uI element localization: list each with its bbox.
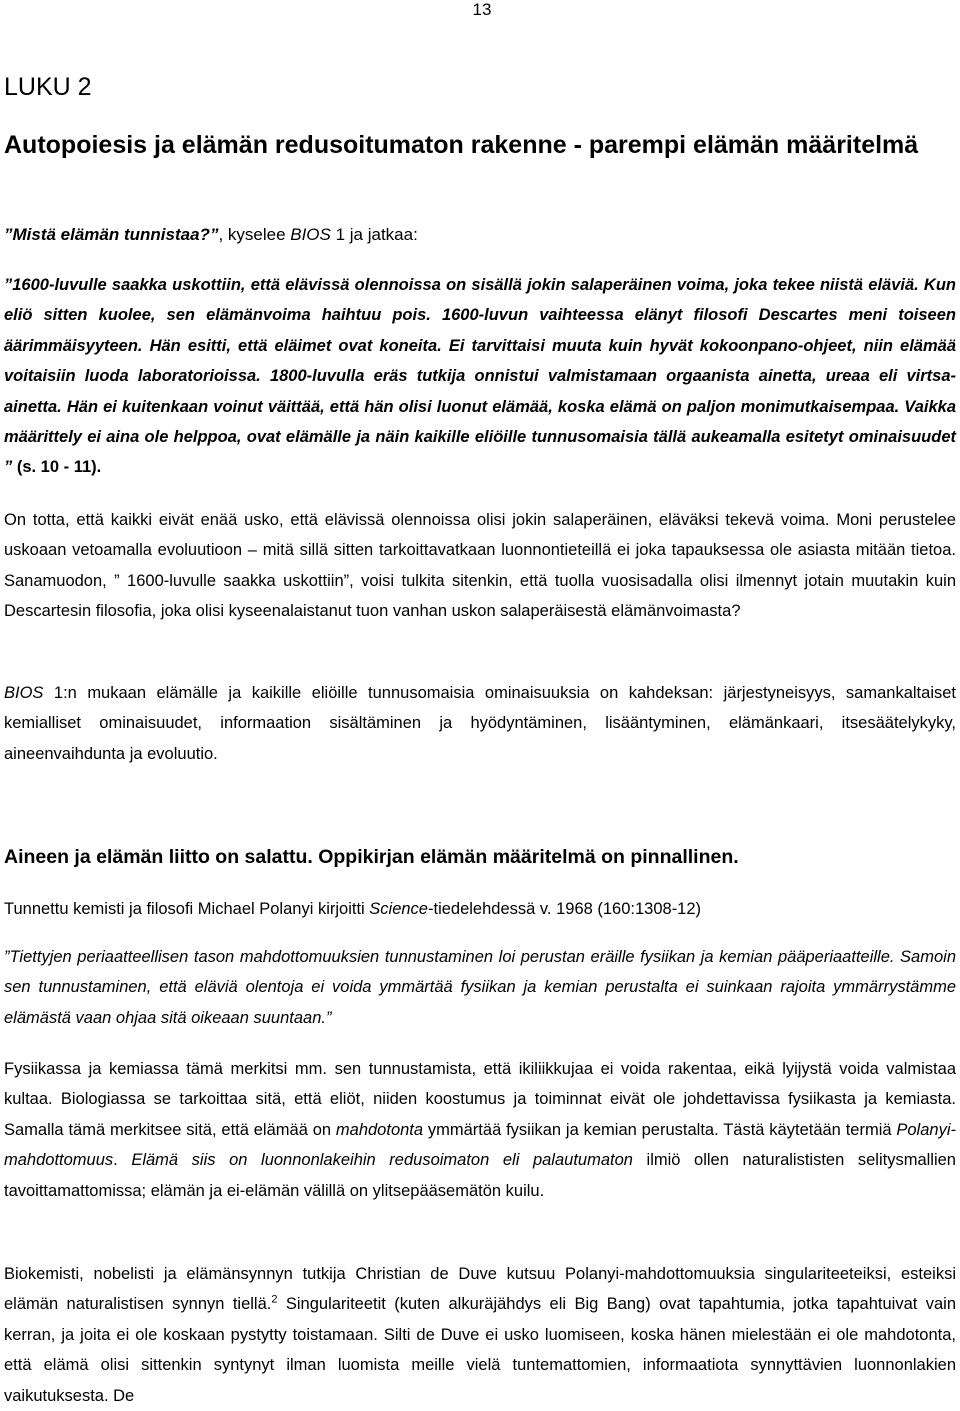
intro-question: ”Mistä elämän tunnistaa? <box>4 225 210 244</box>
paragraph-3-b: -tiedelehdessä v. 1968 (160:1308-12) <box>427 900 702 918</box>
paragraph-1: On totta, että kaikki eivät enää usko, että elävissä olennoissa olisi jokin salaperäinen, eläväksi tekevä voima. Moni perustelee uskoaan vetoamalla evoluutioon – mitä sillä sitten tarkoittavatkaan luonnontieteillä ei joka tapauksessa ole asiasta mitään tietoa. Sanamuodon, ” 1600-luvulle saakka uskottiin”, voisi tulkita sitenkin, että tuolla vuosisadalla olisi ilmennyt jotain muutakin kuin Descartesin filosofia, joka olisi kyseenalaistanut tuon vanhan uskon salaperäisestä elämänvoimasta? <box>4 511 956 621</box>
bios-quote <box>4 270 956 483</box>
paragraph-4-a: Fysiikassa ja kemiassa tämä merkitsi mm. sen tunnustamista, että ikiliikkujaa ei voida rakentaa, eikä lyijystä voida valmistaa kultaa. Biologiassa se tarkoittaa sitä, että eliöt, niiden koostumus ja toiminnat eivät ole johdettavissa fysiikasta ja kemiasta. Samalla tämä merkitsee sitä, että elämää on <box>4 1060 956 1139</box>
footnote-marker[interactable]: 2 <box>271 1293 278 1306</box>
intro-bios: BIOS <box>290 225 331 244</box>
paragraph-3-a: Tunnettu kemisti ja filosofi Michael Polanyi kirjoitti <box>4 900 370 918</box>
paragraph-4-c: . <box>113 1151 132 1170</box>
intro-text-a: , kyselee <box>218 225 291 244</box>
polanyi-quote: ”Tiettyjen periaatteellisen tason mahdottomuuksien tunnustaminen loi perustan eräille fysiikan ja kemian pääperiaatteille. Samoin sen tunnustaminen, että eläviä olentoja ei voida ymmärtää fysiikan ja kemian perustalta ei suinkaan rajoita ymmärrystämme elämästä vaan ohjaa sitä oikeaan suuntaan.” <box>4 948 956 1027</box>
chapter-title: Autopoiesis ja elämän redusoitumaton rakenne - parempi elämän määritelmä <box>4 131 919 159</box>
paragraph-4-b: ymmärtää fysiikan ja kemian perustalta. Tästä käytetään termiä <box>423 1120 897 1139</box>
paragraph-4-term: Polanyi-mahdottomuus <box>4 1120 956 1170</box>
paragraph-5-b: Singulariteetit (kuten alkuräjähdys eli Big Bang) ovat tapahtumia, jotka tapahtuivat vain kerran, ja joita ei ole koskaan pystytty toistamaan. Silti de Duve ei usko luomiseen, koska hänen mielestään ei ole mahdotonta, että elämä olisi sittenkin syntynyt ilman luomista meille vielä tuntemattomien, informaatiota synnyttävien luonnonlakien vaikutuksesta. De <box>4 1295 956 1405</box>
bios-quote-text: ”1600-luvulle saakka uskottiin, että elävissä olennoissa on sisällä jokin salaperäinen voima, joka tekee niistä eläviä. Kun eliö sitten kuolee, sen elämänvoima haihtuu pois. 1600-luvun vaihteessa elänyt filosofi Descartes meni toiseen äärimmäisyyteen. Hän esitti, että eläimet ovat koneita. Ei tarvittaisi muuta kuin hyvät kokoonpano-ohjeet, niin elämää voitaisiin luoda laboratorioissa. 1800-luvulla eräs tutkija onnistui valmistamaan orgaanista ainetta, ureaa eli virtsa-ainetta. Hän ei kuitenkaan voinut väittää, että hän olisi luonut elämää, koska elämä on paljon monimutkaisempaa. Vaikka määrittely ei aina ole helppoa, ovat elämälle ja näin kaikille eliöille tunnusomaisia tällä aukeamalla esitetyt ominaisuudet ” <box>4 276 956 477</box>
bios-quote-citation: (s. 10 - 11). <box>12 458 102 477</box>
paragraph-2 <box>4 678 956 769</box>
paragraph-2-text: 1:n mukaan elämälle ja kaikille eliöille tunnusomaisia ominaisuuksia on kahdeksan: järjestyneisyys, samankaltaiset kemialliset ominaisuudet, informaation sisältäminen ja hyödyntäminen, lisääntyminen, elämänkaari, itsesäätelykyky, aineenvaihdunta ja evoluutio. <box>4 684 956 763</box>
paragraph-4-italic-sentence: Elämä siis on luonnonlakeihin redusoimaton eli palautumaton <box>131 1151 633 1170</box>
paragraph-5-a: Biokemisti, nobelisti ja elämänsynnyn tutkija Christian de Duve kutsuu Polanyi-mahdottomuuksia singulariteeteiksi, esteiksi elämän naturalistisen synnyn tiellä. <box>4 1265 956 1314</box>
intro-question-close: ” <box>209 225 219 244</box>
chapter-heading: LUKU 2 <box>4 73 92 101</box>
paragraph-5 <box>4 1259 956 1411</box>
intro-text-b: 1 ja jatkaa: <box>330 225 418 244</box>
section-heading: Aineen ja elämän liitto on salattu. Oppikirjan elämän määritelmä on pinnallinen. <box>4 846 739 868</box>
paragraph-4-mahdotonta: mahdotonta <box>335 1120 424 1139</box>
intro-line <box>4 224 418 246</box>
paragraph-3 <box>4 894 956 924</box>
paragraph-4-d: ilmiö ollen naturalististen selitysmallien tavoittamattomissa; elämän ja ei-elämän välillä on ylitsepääsemätön kuilu. <box>4 1151 956 1200</box>
paragraph-3-science: Science <box>369 900 428 918</box>
page-number: 13 <box>472 0 492 19</box>
paragraph-4 <box>4 1054 956 1206</box>
paragraph-2-bios: BIOS <box>4 684 44 702</box>
